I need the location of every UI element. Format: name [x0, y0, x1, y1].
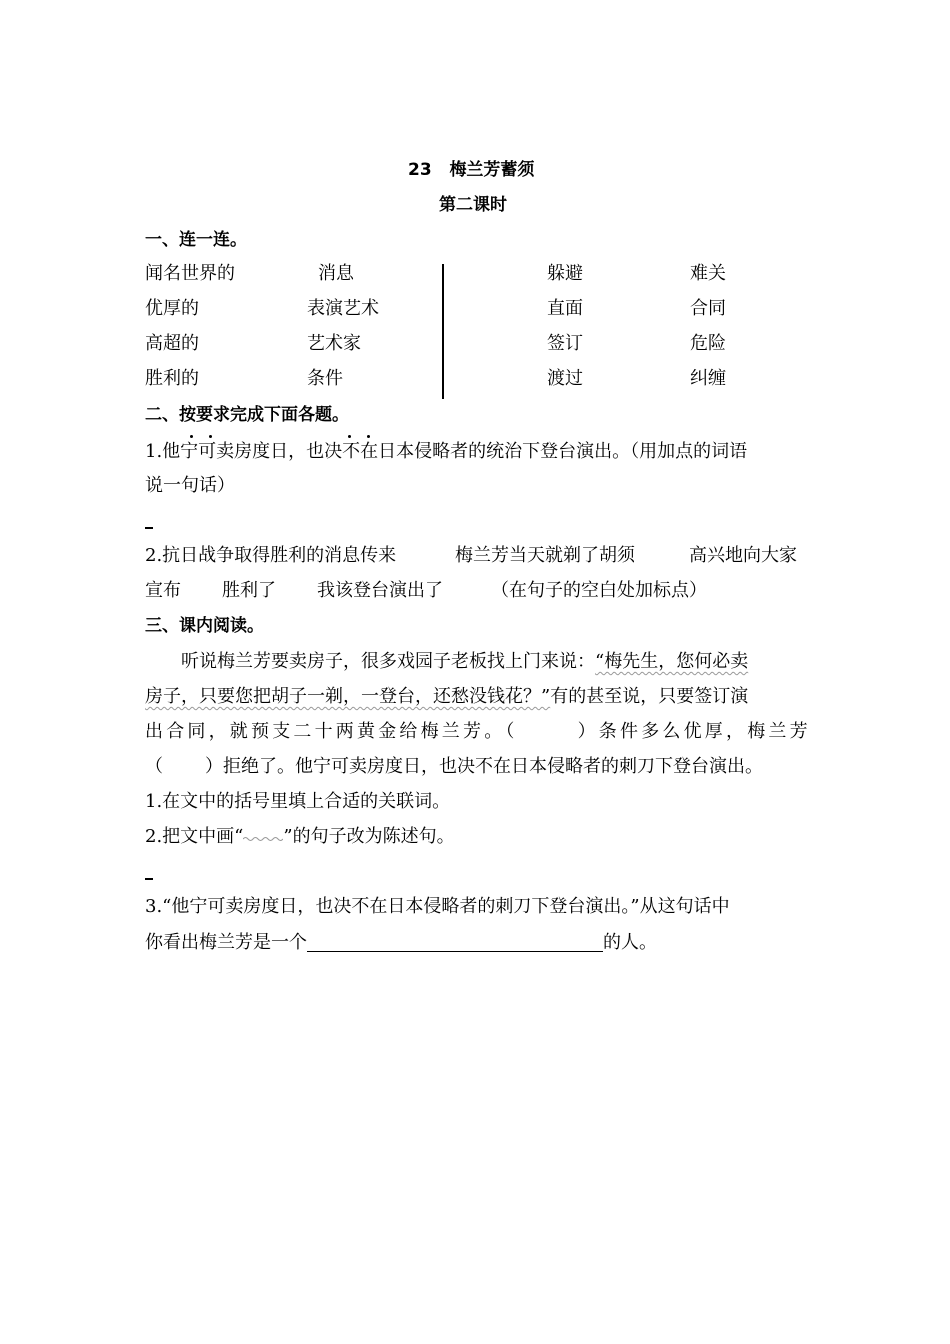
q3-3-line1: 3.“他宁可卖房度日，也决不在日本侵略者的刺刀下登台演出。”从这句话中: [145, 896, 730, 917]
passage-line2-wavy: 房子，只要您把胡子一剃，一登台，还愁没钱花？”: [145, 686, 551, 707]
match-right-a-1: 躲避: [547, 263, 583, 284]
match-left-b-1: 消息: [318, 263, 354, 284]
match-right-a-4: 渡过: [547, 368, 583, 389]
match-right-b-3: 危险: [690, 333, 726, 354]
passage-line4: [145, 758, 763, 776]
q3-1: 1.在文中的括号里填上合适的关联词。: [145, 791, 451, 812]
q3-2-b: ”的句子改为陈述句。: [283, 826, 455, 847]
emphasis-dot: [209, 435, 212, 438]
passage-line4-b: ）拒绝了。他宁可卖房度日，也决不在日本侵略者的刺刀下登台演出。: [205, 756, 763, 777]
passage-line1-wavy: “梅先生，您何必卖: [595, 651, 749, 672]
passage-line3-a: 出合同，就预支二十两黄金给梅兰芳。（: [145, 721, 518, 742]
match-right-b-2: 合同: [690, 298, 726, 319]
passage-line4-a: （: [145, 756, 163, 777]
match-right-b-1: 难关: [690, 263, 726, 284]
q3-2-a: 2.把文中画“: [145, 826, 244, 847]
q2-2-part5: 胜利了: [222, 580, 276, 601]
wavy-line-sample: [243, 832, 283, 842]
q3-2: [145, 828, 455, 846]
lesson-subtitle: 第二课时: [439, 195, 507, 215]
q2-2-instruction: （在句子的空白处加标点）: [491, 580, 707, 601]
lesson-name: 梅兰芳蓄须: [449, 160, 535, 180]
q3-3-line2-a: 你看出梅兰芳是一个: [145, 932, 307, 953]
q2-2-part6: 我该登台演出了: [317, 580, 443, 601]
answer-blank-line[interactable]: [307, 933, 603, 952]
emphasis-dot: [348, 435, 351, 438]
section3-heading: 三、课内阅读。: [145, 616, 264, 636]
match-right-b-4: 纠缠: [690, 368, 726, 389]
match-left-b-2: 表演艺术: [307, 298, 379, 319]
match-left-b-4: 条件: [307, 368, 343, 389]
match-left-a-3: 高超的: [145, 333, 199, 354]
passage-line1: [181, 653, 748, 671]
lesson-number: 23: [408, 160, 432, 180]
q2-2-part2: 梅兰芳当天就剃了胡须: [455, 545, 635, 566]
match-right-a-2: 直面: [547, 298, 583, 319]
passage-line1-a: 听说梅兰芳要卖房子，很多戏园子老板找上门来说：: [181, 651, 595, 672]
match-left-b-3: 艺术家: [307, 333, 361, 354]
q3-3-line2: [145, 933, 657, 952]
q2-1-line1: 1.他宁可卖房度日，也决不在日本侵略者的统治下登台演出。（用加点的词语: [145, 441, 748, 462]
q2-1-line2: 说一句话）: [145, 475, 235, 496]
match-left-a-4: 胜利的: [145, 368, 199, 389]
emphasis-dot: [190, 435, 193, 438]
match-left-a-2: 优厚的: [145, 298, 199, 319]
emphasis-dot: [367, 435, 370, 438]
q2-2-part4: 宣布: [145, 580, 181, 601]
passage-line3-b: ）条件多么优厚，梅兰芳: [577, 721, 811, 742]
lesson-title: [408, 162, 534, 179]
match-right-a-3: 签订: [547, 333, 583, 354]
answer-dash: [145, 527, 153, 529]
q2-2-part3: 高兴地向大家: [689, 545, 797, 566]
passage-line3: [145, 723, 811, 741]
match-left-a-1: 闻名世界的: [145, 263, 235, 284]
answer-dash: [145, 878, 153, 880]
q3-3-line2-b: 的人。: [603, 932, 657, 953]
q2-2-part1: 2.抗日战争取得胜利的消息传来: [145, 545, 397, 566]
section1-heading: 一、连一连。: [145, 230, 247, 250]
passage-line2-b: 有的甚至说，只要签订演: [550, 686, 749, 707]
match-divider: [442, 264, 444, 399]
section2-heading: 二、按要求完成下面各题。: [145, 405, 349, 425]
passage-line2: [145, 688, 748, 706]
